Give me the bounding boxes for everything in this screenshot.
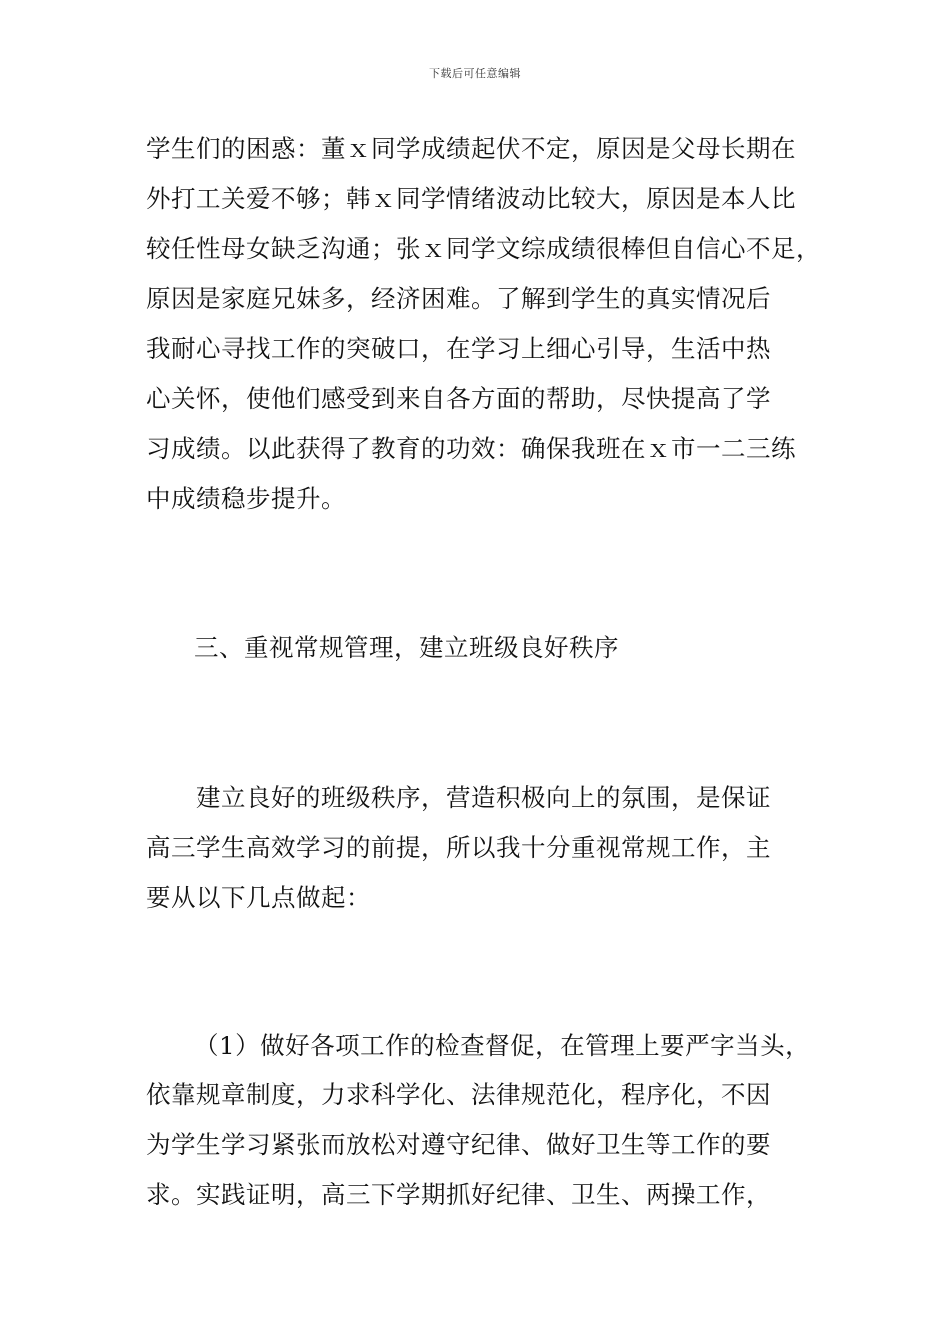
paragraph-line: 较任性母女缺乏沟通；张ｘ同学文综成绩很棒但自信心不足， xyxy=(146,234,821,263)
paragraph-line: 中成绩稳步提升。 xyxy=(146,484,346,513)
paragraph-line: 心关怀，使他们感受到来自各方面的帮助，尽快提高了学 xyxy=(146,384,771,413)
paragraph-line: 求。实践证明，高三下学期抓好纪律、卫生、两操工作， xyxy=(146,1180,771,1209)
paragraph-line: 高三学生高效学习的前提，所以我十分重视常规工作，主 xyxy=(146,833,771,862)
paragraph-line: 建立良好的班级秩序，营造积极向上的氛围，是保证 xyxy=(196,783,771,812)
paragraph-line: 原因是家庭兄妹多，经济困难。了解到学生的真实情况后 xyxy=(146,284,771,313)
paragraph-line: 学生们的困惑：董ｘ同学成绩起伏不定，原因是父母长期在 xyxy=(146,134,796,163)
paragraph-line: 我耐心寻找工作的突破口，在学习上细心引导，生活中热 xyxy=(146,334,771,363)
paragraph-line: （1）做好各项工作的检查督促，在管理上要严字当头， xyxy=(194,1031,811,1060)
paragraph-line: 依靠规章制度，力求科学化、法律规范化，程序化，不因 xyxy=(146,1080,771,1109)
paragraph-line: 为学生学习紧张而放松对遵守纪律、做好卫生等工作的要 xyxy=(146,1130,771,1159)
paragraph-line: 习成绩。以此获得了教育的功效：确保我班在ｘ市一二三练 xyxy=(146,434,796,463)
paragraph-line: 外打工关爱不够；韩ｘ同学情绪波动比较大，原因是本人比 xyxy=(146,184,796,213)
paragraph-line: 要从以下几点做起： xyxy=(146,883,371,912)
section-heading: 三、重视常规管理，建立班级良好秩序 xyxy=(194,633,619,662)
header-note: 下载后可任意编辑 xyxy=(429,67,521,80)
